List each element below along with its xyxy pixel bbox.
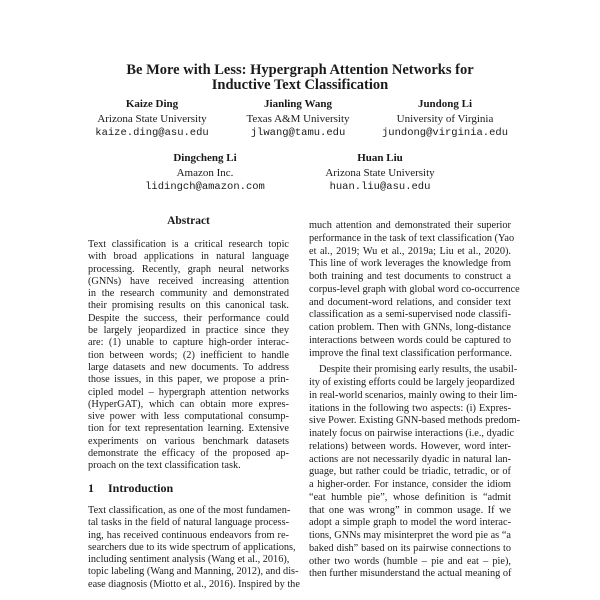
text-line: inately focus on pairwise interactions (i.e., dyadic — [309, 428, 515, 439]
text-line: (HyperGAT), which can obtain more expres- — [88, 398, 289, 410]
author-block — [345, 97, 545, 141]
text-line: in real-world scenarios, mainly owing to their lim- — [309, 389, 518, 401]
text-line: searchers due to its wide spectrum of applications, — [88, 541, 296, 553]
introduction-right-column — [309, 220, 521, 581]
text-line: actions are not necessarily dyadic in natural lan- — [309, 453, 511, 465]
text-line: interactions between words could be captured to — [309, 334, 511, 346]
text-line: ing, has received continuous endeavors from re- — [88, 529, 289, 541]
text-line: then further misunderstand the actual meaning of — [309, 568, 512, 580]
text-line: relations) between words. However, word inter- — [309, 440, 511, 452]
text-line: itations in the following two aspects: (i) Expres- — [309, 402, 511, 414]
section-title: Introduction — [108, 481, 174, 495]
author-affiliation: Arizona State University — [325, 166, 435, 179]
text-line: sive Power. Existing GNN-based methods predom- — [309, 415, 521, 427]
author-name: Jianling Wang — [264, 98, 332, 110]
author-affiliation: University of Virginia — [396, 112, 494, 125]
text-line: with broad applications in natural language — [88, 251, 289, 263]
text-line: both training and test documents to construct a — [309, 271, 511, 282]
text-line: and document-word relations, and consider text — [309, 296, 511, 308]
text-line: baked dish” based on its pairwise connections to — [309, 542, 511, 554]
text-line: Despite the success, their performance could — [88, 312, 289, 324]
abstract-body — [88, 239, 289, 473]
text-line: classification as a semi-supervised node classifi- — [309, 309, 511, 321]
text-line: large datasets and new documents. To address — [88, 361, 289, 373]
text-line: cipled model – hypergraph attention networks — [88, 386, 289, 398]
author-email: jundong@virginia.edu — [381, 127, 509, 139]
author-email: lidingch@amazon.com — [145, 181, 265, 193]
text-line: improve the final text classification performance. — [309, 347, 512, 359]
author-email: kaize.ding@asu.edu — [95, 127, 209, 139]
text-line: Despite their promising early results, the usabil- — [319, 364, 518, 376]
text-line: are: (1) unable to capture high-order interac- — [88, 337, 289, 349]
text-line: experiments on various benchmark datasets — [88, 435, 289, 447]
text-line: guage, but rather could be triadic, tetradic, or of — [309, 466, 511, 478]
text-line: This line of work leverages the knowledge from — [309, 258, 511, 270]
text-line: those issues, in this paper, we propose a prin- — [88, 374, 289, 386]
section-number: 1 — [88, 481, 94, 495]
author-affiliation: Arizona State University — [97, 112, 207, 125]
author-name: Kaize Ding — [125, 98, 179, 110]
text-line: performance in the task of text classification (Yao — [309, 232, 515, 244]
text-line: “eat humble pie”, whose definition is “admit — [309, 491, 511, 503]
author-name: Huan Liu — [357, 152, 403, 164]
text-line: Text classification, as one of the most fundamen- — [88, 505, 291, 516]
text-line: tion for text representation learning. Extensive — [88, 423, 289, 435]
text-line: processing. Recently, graph neural networks — [88, 263, 289, 275]
text-line: that one was wrong” in common usage. If we — [309, 504, 511, 516]
text-line: et al., 2019; Wu et al., 2019a; Liu et al., 2020). — [309, 245, 511, 257]
text-line: Text classification is a critical research topic — [88, 239, 289, 250]
text-line: tions, GNNs may misinterpret the word pie as “a — [309, 530, 511, 541]
abstract-heading: Abstract — [167, 215, 210, 227]
text-line: (GNNs) have received increasing attention — [88, 275, 289, 287]
text-line: a higher-order. For instance, consider the idiom — [309, 479, 511, 490]
paper-title-line-2: Inductive Text Classification — [211, 77, 389, 93]
author-name: Jundong Li — [417, 98, 473, 110]
author-block — [280, 151, 480, 195]
author-name: Dingcheng Li — [173, 152, 237, 164]
text-line: demonstrate the efficacy of the proposed ap- — [88, 448, 289, 460]
author-email: huan.liu@asu.edu — [329, 181, 431, 193]
author-affiliation: Amazon Inc. — [176, 166, 234, 179]
text-line: ity of existing efforts could be largely jeopardized — [309, 377, 515, 388]
introduction-heading — [88, 481, 187, 496]
text-line: in the research community and demonstrated — [88, 288, 289, 300]
text-line: topic labeling (Wang and Manning, 2012), and dis- — [88, 566, 299, 578]
text-line: proach on the text classification task. — [88, 460, 241, 472]
text-line: much attention and demonstrated their superior — [309, 220, 511, 231]
text-line: cation problem. Then with GNNs, long-distance — [309, 322, 511, 333]
text-line: ease diagnosis (Miotto et al., 2016). Inspired by the — [88, 578, 300, 590]
text-line: be largely jeopardized in practice since they — [88, 325, 289, 337]
text-line: corpus-level graph with global word co-occurrence — [309, 283, 520, 295]
paper-title-line-1: Be More with Less: Hypergraph Attention Networks for — [126, 62, 474, 78]
text-line: including sentiment analysis (Wang et al., 2016), — [88, 554, 290, 566]
text-line: sive power with less computational consump- — [88, 411, 289, 423]
author-block — [105, 151, 305, 195]
text-line: tal tasks in the field of natural language process- — [88, 517, 289, 529]
text-line: tion between words; (2) inefficient to handle — [88, 349, 289, 361]
text-line: their promising results on this canonical task. — [88, 300, 289, 312]
text-line: adopt a simple graph to model the word interac- — [309, 517, 511, 529]
introduction-left-column — [88, 505, 300, 591]
author-email: jlwang@tamu.edu — [250, 127, 346, 139]
text-line: other two words (humble – pie and eat – pie), — [309, 555, 511, 567]
author-affiliation: Texas A&M University — [246, 112, 350, 125]
